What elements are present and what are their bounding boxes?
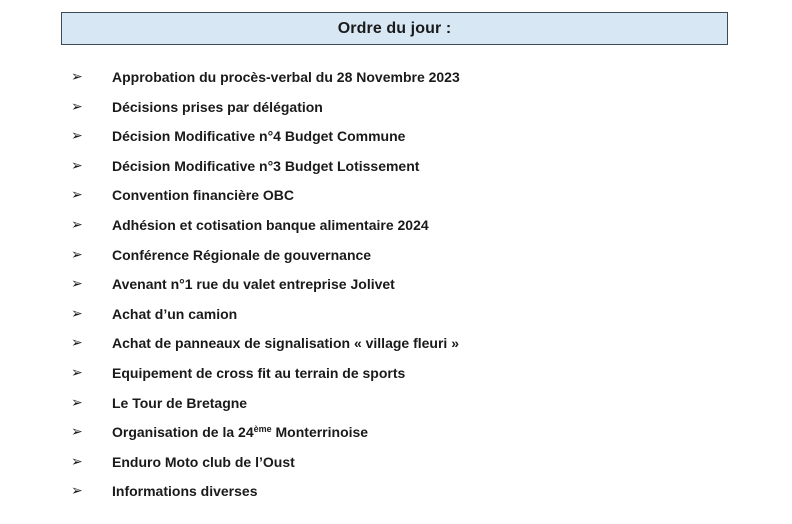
agenda-item — [0, 95, 792, 119]
arrow-bullet-icon: ➢ — [71, 424, 83, 441]
arrow-bullet-icon: ➢ — [71, 335, 83, 352]
agenda-item-text: Convention financière OBC — [112, 187, 295, 204]
agenda-item — [0, 272, 792, 296]
agenda-item-text-part: Organisation de la 24 — [112, 424, 254, 441]
agenda-item-text: Conférence Régionale de gouvernance — [112, 246, 372, 263]
arrow-bullet-icon: ➢ — [71, 394, 83, 411]
agenda-item-text: Avenant n°1 rue du valet entreprise Jolivet — [112, 276, 395, 293]
agenda-item-text: Adhésion et cotisation banque alimentaire 2024 — [112, 217, 429, 233]
agenda-item-text — [112, 422, 368, 442]
arrow-bullet-icon: ➢ — [71, 187, 83, 204]
agenda-item-text: Enduro Moto club de l’Oust — [112, 453, 295, 470]
agenda-item — [0, 124, 792, 148]
agenda-item — [0, 302, 792, 326]
agenda-item — [0, 361, 792, 385]
arrow-bullet-icon: ➢ — [71, 453, 83, 470]
agenda-item — [0, 154, 792, 178]
arrow-bullet-icon: ➢ — [71, 305, 83, 322]
agenda-item-text: Informations diverses — [112, 483, 258, 500]
arrow-bullet-icon: ➢ — [71, 246, 83, 263]
arrow-bullet-icon: ➢ — [71, 128, 83, 145]
agenda-item-text: Achat d’un camion — [112, 305, 238, 322]
agenda-item-text: Décision Modificative n°4 Budget Commune — [112, 128, 406, 145]
agenda-title: Ordre du jour : — [337, 19, 452, 37]
agenda-item — [0, 213, 792, 237]
agenda-item — [0, 420, 792, 444]
arrow-bullet-icon: ➢ — [71, 157, 83, 174]
agenda-item — [0, 183, 792, 207]
arrow-bullet-icon: ➢ — [71, 217, 83, 233]
agenda-item — [0, 331, 792, 355]
agenda-item-text: Décision Modificative n°3 Budget Lotissement — [112, 157, 420, 174]
arrow-bullet-icon: ➢ — [71, 69, 83, 85]
agenda-item — [0, 450, 792, 474]
ordinal-suffix: ème — [253, 424, 272, 435]
arrow-bullet-icon: ➢ — [71, 98, 83, 115]
agenda-item-text: Approbation du procès-verbal du 28 Novembre 2023 — [112, 69, 460, 85]
agenda-item — [0, 65, 792, 89]
arrow-bullet-icon: ➢ — [71, 276, 83, 293]
arrow-bullet-icon: ➢ — [71, 483, 83, 500]
agenda-item-text: Décisions prises par délégation — [112, 98, 323, 115]
agenda-item — [0, 391, 792, 415]
agenda-item — [0, 479, 792, 503]
agenda-item-text: Achat de panneaux de signalisation « village fleuri » — [112, 335, 459, 352]
agenda-item-text-part: Monterrinoise — [271, 424, 369, 441]
arrow-bullet-icon: ➢ — [71, 365, 83, 381]
agenda-item — [0, 243, 792, 267]
agenda-item-text: Equipement de cross fit au terrain de sports — [112, 365, 406, 381]
agenda-item-text: Le Tour de Bretagne — [112, 394, 248, 411]
